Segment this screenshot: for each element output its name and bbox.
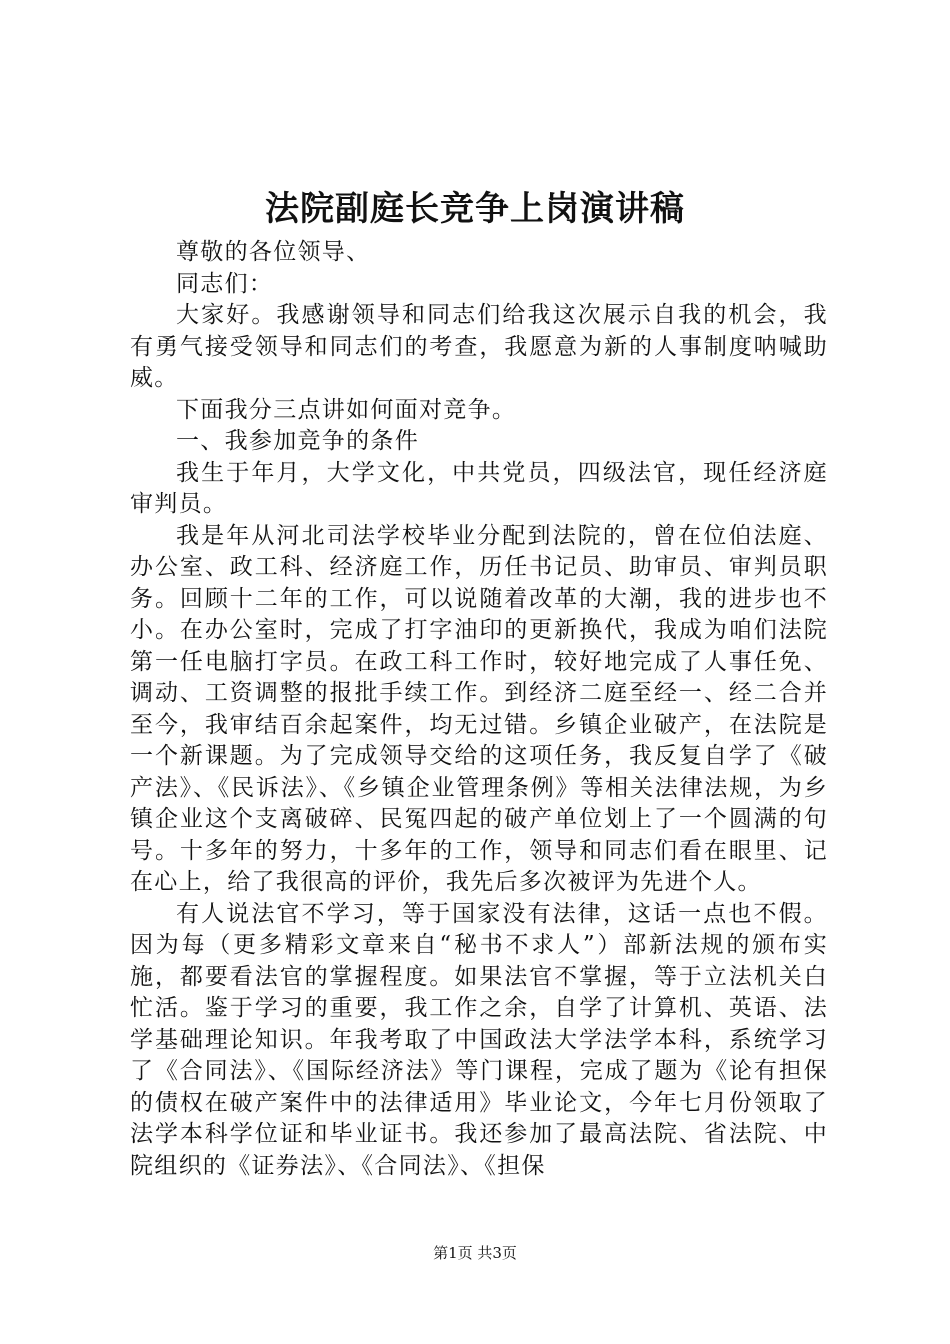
section-heading-1: 一、我参加竞争的条件	[176, 428, 419, 454]
paragraph-work-history: 我是年从河北司法学校毕业分配到法院的，曾在位伯法庭、办公室、政工科、经济庭工作，历任书记员、助审员、审判员职务。回顾十二年的工作，可以说随着改革的大潮，我的进步也不小。在办公室时，完成了打字油印的更新换代，我成为咱们法院第一任电脑打字员。在政工科工作时，较好地完成了人事任免、调动、工资调整的报批手续工作。到经济二庭至经一、经二合并至今，我审结百余起案件，均无过错。乡镇企业破产，在法院是一个新课题。为了完成领导交给的这项任务，我反复自学了《破产法》、《民诉法》、《乡镇企业管理条例》等相关法律法规，为乡镇企业这个支离破碎、民冤四起的破产单位划上了一个圆满的句号。十多年的努力，十多年的工作，领导和同志们看在眼里、记在心上，给了我很高的评价，我先后多次被评为先进个人。	[130, 522, 828, 895]
paragraph-greeting: 大家好。我感谢领导和同志们给我这次展示自我的机会，我有勇气接受领导和同志们的考查，我愿意为新的人事制度呐喊助威。	[130, 302, 828, 391]
paragraph-study: 有人说法官不学习，等于国家没有法律，这话一点也不假。因为每（更多精彩文章来自“秘书不求人”）部新法规的颁布实施，都要看法官的掌握程度。如果法官不掌握，等于立法机关白忙活。鉴于学习的重要，我工作之余，自学了计算机、英语、法学基础理论知识。年我考取了中国政法大学法学本科，系统学习了《合同法》、《国际经济法》等门课程，完成了题为《论有担保的债权在破产案件中的法律适用》毕业论文，今年七月份领取了法学本科学位证和毕业证书。我还参加了最高法院、省法院、中院组织的《证券法》、《合同法》、《担保	[130, 900, 828, 1179]
paragraph-outline: 下面我分三点讲如何面对竞争。	[176, 396, 517, 423]
salutation-leaders: 尊敬的各位领导、	[176, 239, 371, 265]
salutation-comrades: 同志们：	[176, 270, 274, 297]
page-number-footer: 第1页 共3页	[433, 1244, 517, 1262]
document-title: 法院副庭长竞争上岗演讲稿	[265, 189, 685, 229]
document-body	[130, 237, 828, 1182]
paragraph-profile: 我生于年月，大学文化，中共党员，四级法官，现任经济庭审判员。	[130, 459, 828, 517]
